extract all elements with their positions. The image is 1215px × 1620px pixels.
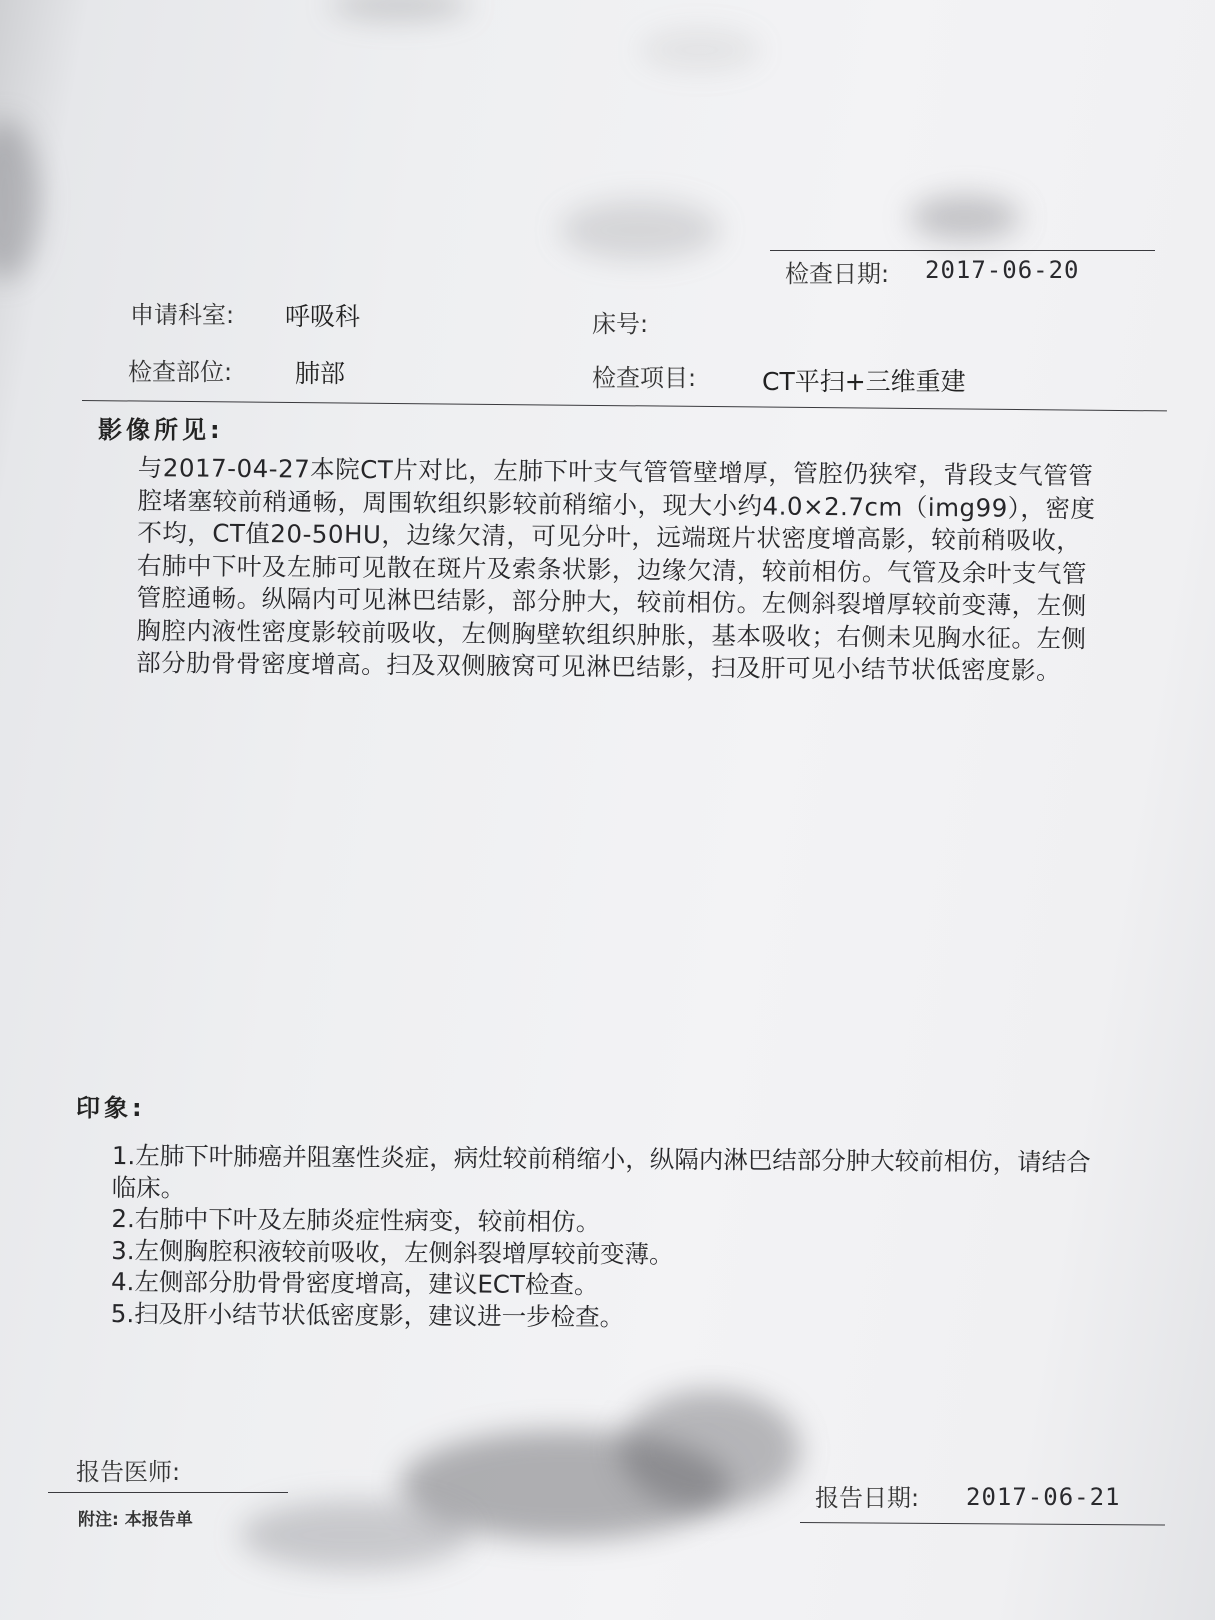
item-value: CT平扫+三维重建 — [762, 367, 966, 396]
smudge-bottom-3 — [240, 1500, 470, 1570]
impression-item: 5.扫及肝小结节状低密度影，建议进一步检查。 — [110, 1298, 625, 1332]
smudge-left-edge — [0, 120, 40, 280]
header-rule-bottom — [82, 400, 1167, 411]
impression-item: 1.左肺下叶肺癌并阻塞性炎症，病灶较前稍缩小，纵隔内淋巴结部分肿大较前相仿，请结合临床。 — [111, 1141, 1091, 1203]
findings-text: 与2017-04-27本院CT片对比，左肺下叶支气管管壁增厚，管腔仍狭窄，背段支气管管腔堵塞较前稍通畅，周围软组织影较前稍缩小，现大小约4.0×2.7cm（img99），密度不均，CT值20-50HU，边缘欠清，可见分叶，远端斑片状密度增高影，较前稍吸收，右肺中下叶及左肺可见散在斑片及索条状影，边缘欠清，较前相仿。气管及余叶支气管管腔通畅。纵隔内可见淋巴结影，部分肿大，较前相仿。左侧斜裂增厚较前变薄，左侧胸腔内液性密度影较前吸收，左侧胸壁软组织肿胀，基本吸收；右侧未见胸水征。左侧部分肋骨骨密度增高。扫及双侧腋窝可见淋巴结影，扫及肝可见小结节状低密度影。 — [136, 452, 1096, 686]
exam-date-value: 2017-06-20 — [925, 256, 1080, 284]
report-date-label: 报告日期: — [815, 1484, 920, 1512]
smudge-stamp — [910, 195, 1020, 240]
smudge-top — [330, 0, 470, 20]
site-value: 肺部 — [295, 359, 346, 388]
item-label: 检查项目: — [592, 364, 697, 392]
impression-heading: 印象: — [76, 1094, 146, 1122]
site-label: 检查部位: — [128, 358, 233, 386]
impression-item: 3.左侧胸腔积液较前吸收，左侧斜裂增厚较前变薄。 — [111, 1235, 674, 1269]
footer-rule-left — [48, 1492, 288, 1493]
report-date-value: 2017-06-21 — [966, 1483, 1121, 1511]
impression-list — [111, 1140, 1102, 1336]
smudge-bottom-2 — [620, 1390, 800, 1510]
dept-value: 呼吸科 — [285, 302, 361, 331]
smudge-header — [560, 200, 720, 260]
bed-label: 床号: — [592, 310, 649, 338]
footer-note: 附注: 本报告单 — [78, 1510, 193, 1530]
impression-item: 4.左侧部分肋骨骨密度增高，建议ECT检查。 — [110, 1266, 599, 1300]
doctor-label: 报告医师: — [76, 1458, 181, 1486]
dept-label: 申请科室: — [130, 301, 235, 329]
smudge-top-right — [640, 30, 760, 70]
exam-date-label: 检查日期: — [785, 260, 890, 288]
header-rule-top — [770, 250, 1155, 251]
findings-heading: 影像所见: — [98, 416, 224, 444]
impression-item: 2.右肺中下叶及左肺炎症性病变，较前相仿。 — [111, 1203, 601, 1237]
footer-rule-right — [800, 1522, 1165, 1526]
